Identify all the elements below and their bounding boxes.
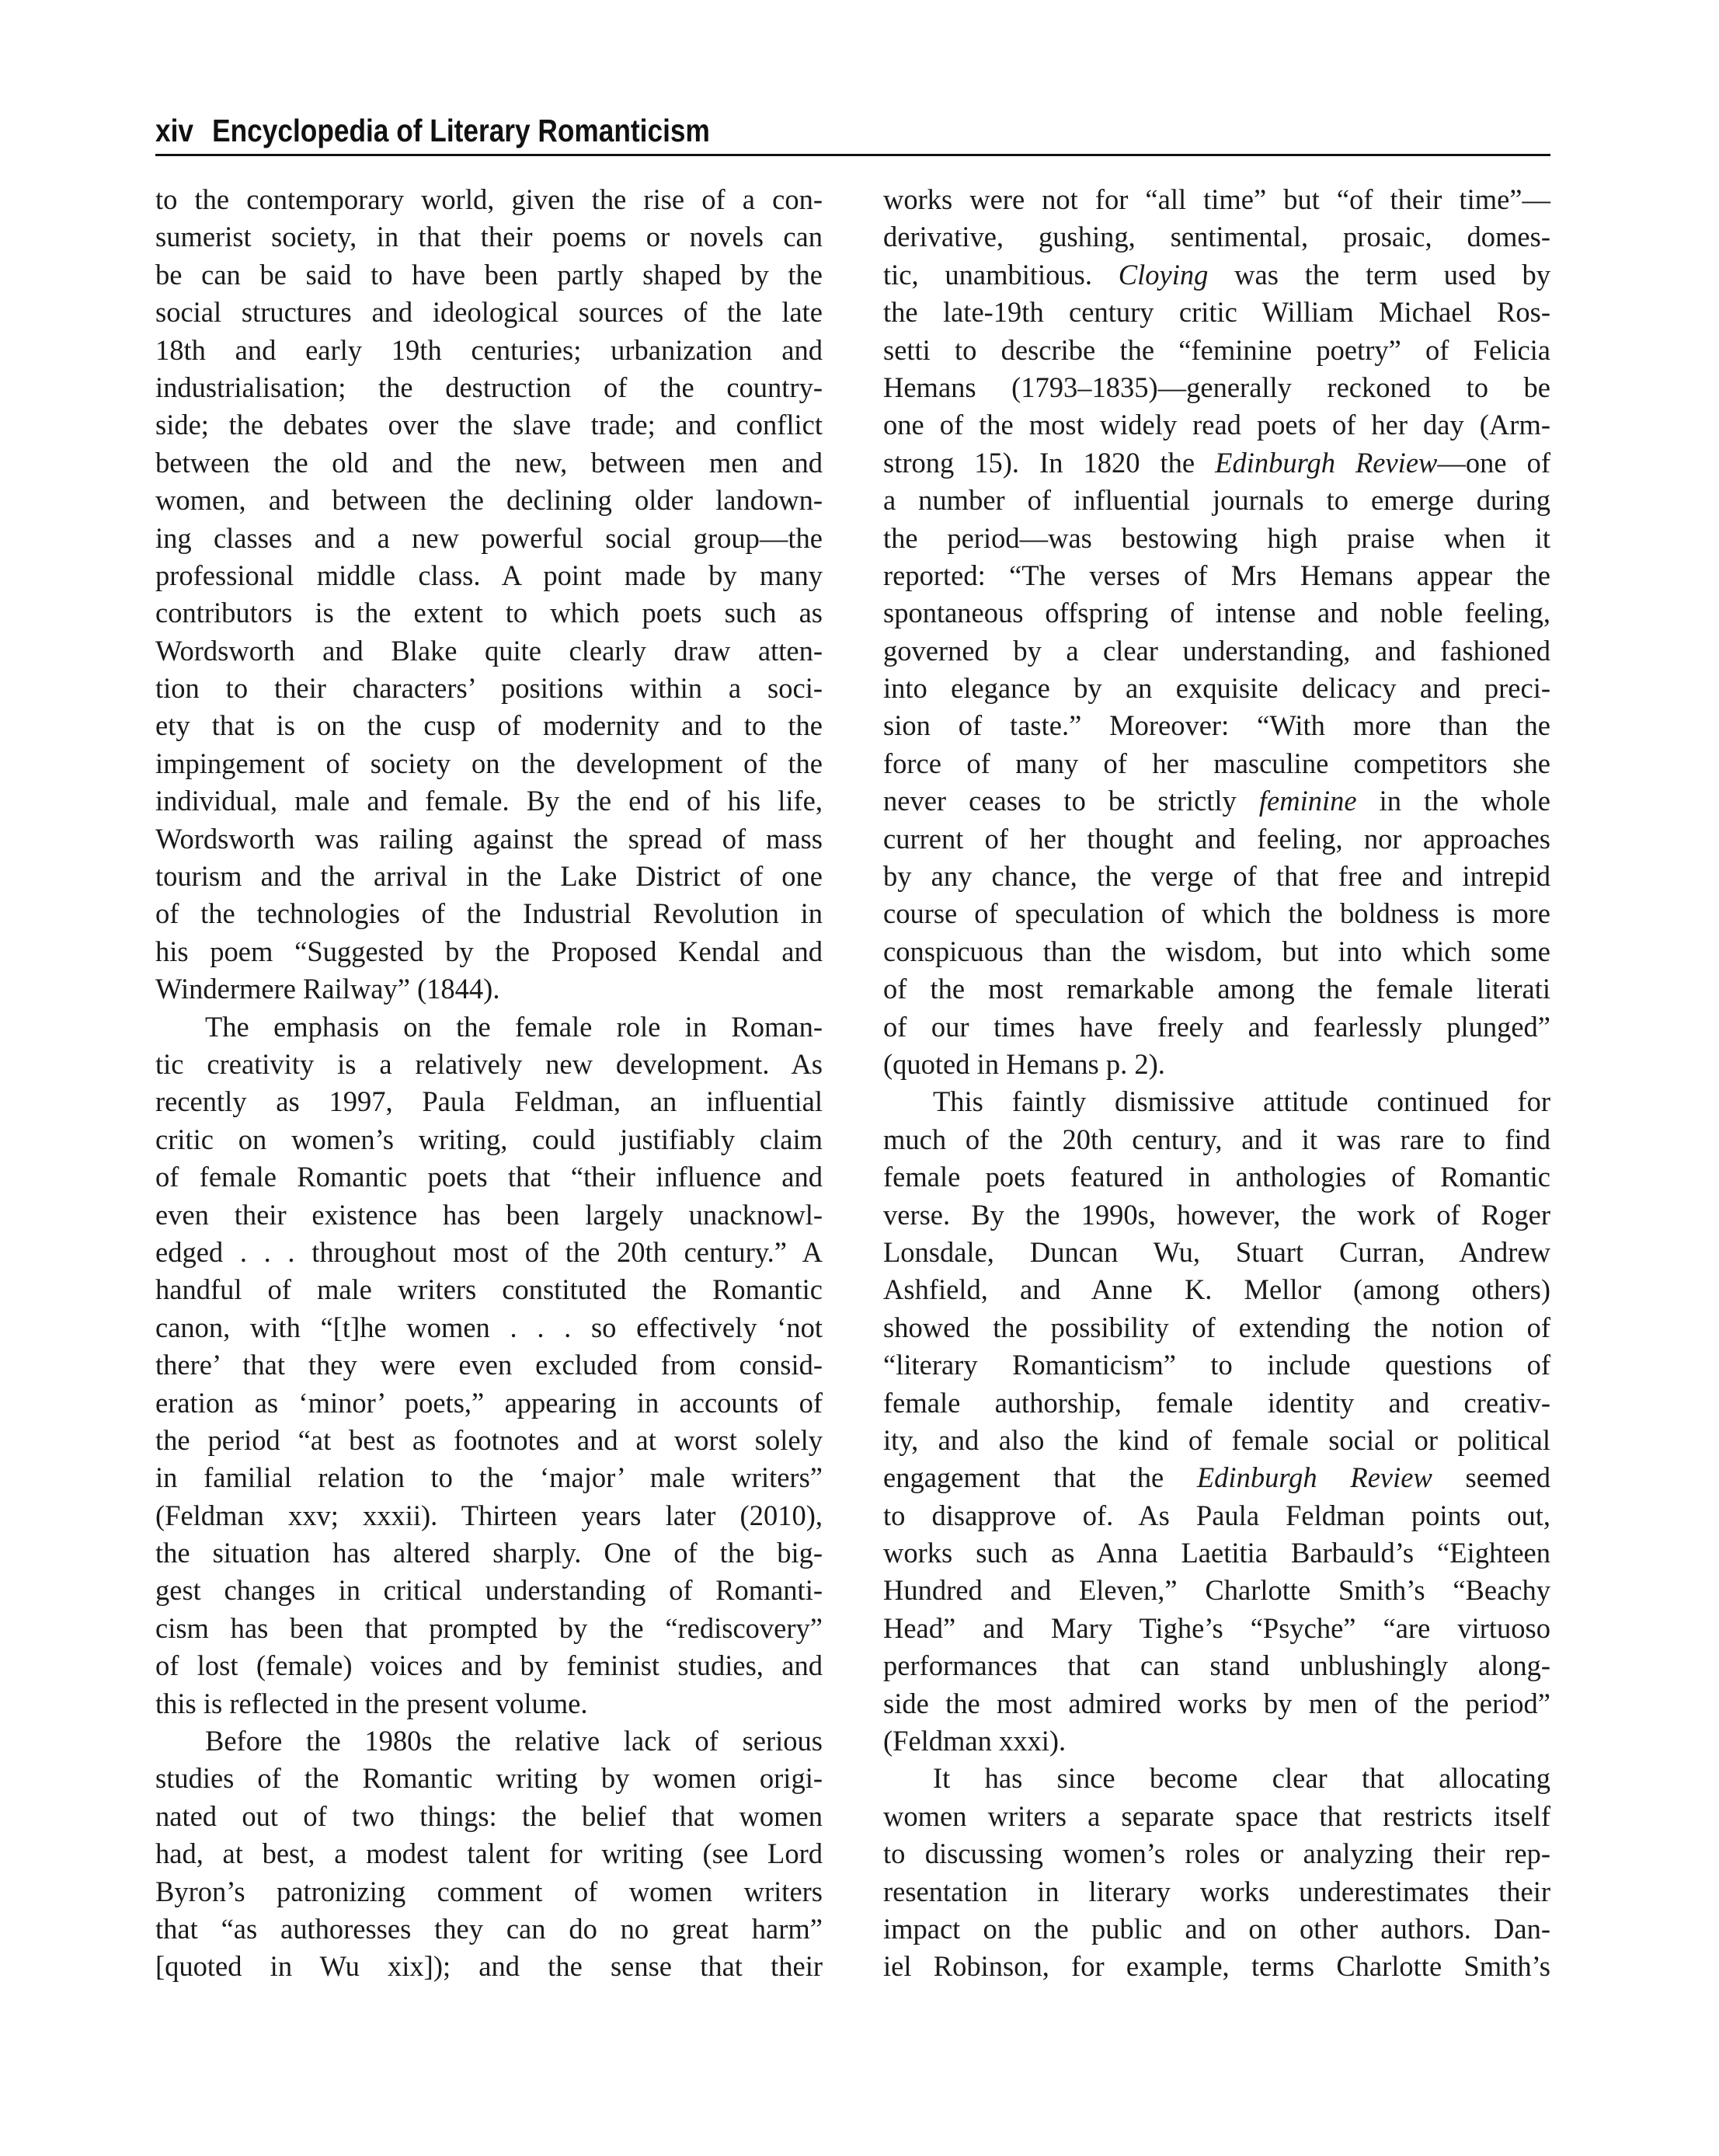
text-line: impingement of society on the development of the: [155, 747, 823, 779]
text-line: Hundred and Eleven,” Charlotte Smith’s “Beachy: [883, 1574, 1550, 1607]
text-line: setti to describe the “feminine poetry” of Felicia: [883, 333, 1550, 366]
italic-text: Edinburgh Review: [1215, 446, 1438, 479]
text-line: be can be said to have been partly shaped by the: [155, 258, 823, 291]
text-line: recently as 1997, Paula Feldman, an influential: [155, 1085, 823, 1118]
text-line: strong 15). In 1820 the Edinburgh Review—one of: [883, 446, 1551, 479]
text-line: female poets featured in anthologies of Romantic: [883, 1161, 1550, 1193]
text-line: Lonsdale, Duncan Wu, Stuart Curran, Andrew: [883, 1235, 1550, 1268]
text-line: the situation has altered sharply. One of the big-: [155, 1537, 823, 1569]
text-line: conspicuous than the wisdom, but into which some: [883, 935, 1550, 967]
text-line: of lost (female) voices and by feminist studies, and: [155, 1649, 823, 1682]
text-line: between the old and the new, between men and: [155, 446, 823, 479]
text-line: This faintly dismissive attitude continued for: [933, 1085, 1550, 1118]
text-line: engagement that the Edinburgh Review seemed: [883, 1461, 1550, 1494]
text-line: derivative, gushing, sentimental, prosaic, domes-: [883, 221, 1550, 253]
text-line: critic on women’s writing, could justifiably claim: [155, 1123, 823, 1155]
text-line: eration as ‘minor’ poets,” appearing in accounts of: [155, 1386, 823, 1419]
text-line: Head” and Mary Tighe’s “Psyche” “are virtuoso: [883, 1611, 1550, 1644]
text-line: impact on the public and on other authors. Dan-: [883, 1912, 1550, 1945]
text-line: individual, male and female. By the end of his life,: [155, 785, 823, 817]
text-line: The emphasis on the female role in Roman-: [205, 1010, 823, 1043]
text-line: industrialisation; the destruction of the country-: [155, 371, 823, 403]
text-line: tic creativity is a relatively new development. As: [155, 1047, 823, 1080]
text-line: ety that is on the cusp of modernity and to the: [155, 709, 823, 742]
left-column: [155, 181, 823, 1986]
text-line: Wordsworth was railing against the spread of mass: [155, 822, 823, 855]
text-line: Byron’s patronizing comment of women writers: [155, 1875, 823, 1907]
text-line: the period “at best as footnotes and at worst solely: [155, 1423, 823, 1456]
text-line: Hemans (1793–1835)—generally reckoned to be: [883, 371, 1550, 403]
text-line: Before the 1980s the relative lack of serious: [205, 1725, 823, 1757]
text-line: ity, and also the kind of female social or political: [883, 1423, 1550, 1456]
text-line: even their existence has been largely unacknowl-: [155, 1198, 823, 1231]
text-line: side; the debates over the slave trade; and conflict: [155, 409, 823, 441]
page-number: xiv: [155, 113, 194, 148]
text-line: course of speculation of which the boldness is more: [883, 897, 1550, 930]
italic-text: feminine: [1258, 785, 1357, 817]
text-line: (quoted in Hemans p. 2).: [883, 1047, 1165, 1080]
text-line: women writers a separate space that restricts itself: [883, 1799, 1550, 1832]
text-line: tion to their characters’ positions within a soci-: [155, 672, 823, 705]
text-line: one of the most widely read poets of her day (Arm-: [883, 409, 1550, 441]
text-line: showed the possibility of extending the notion of: [883, 1311, 1550, 1343]
text-line: female authorship, female identity and creativ-: [883, 1386, 1550, 1419]
text-line: performances that can stand unblushingly along-: [883, 1649, 1550, 1682]
text-line: (Feldman xxxi).: [883, 1725, 1067, 1757]
text-line: of the most remarkable among the female literati: [883, 973, 1550, 1005]
text-line: edged . . . throughout most of the 20th century.” A: [155, 1235, 823, 1268]
text-line: studies of the Romantic writing by women origi-: [155, 1762, 823, 1795]
text-line: resentation in literary works underestimates their: [883, 1875, 1550, 1907]
text-line: of the technologies of the Industrial Revolution in: [155, 897, 823, 930]
text-line: iel Robinson, for example, terms Charlotte Smith’s: [883, 1950, 1550, 1983]
text-line: “literary Romanticism” to include questions of: [883, 1349, 1550, 1381]
text-line: current of her thought and feeling, nor approaches: [883, 822, 1550, 855]
text-line: side the most admired works by men of the period”: [883, 1687, 1550, 1719]
text-line: verse. By the 1990s, however, the work of Roger: [883, 1198, 1550, 1231]
text-line: [quoted in Wu xix]); and the sense that their: [155, 1950, 823, 1983]
text-line: sion of taste.” Moreover: “With more than the: [883, 709, 1550, 742]
text-line: his poem “Suggested by the Proposed Kendal and: [155, 935, 823, 967]
book-title: Encyclopedia of Literary Romanticism: [212, 113, 710, 148]
text-line: had, at best, a modest talent for writing (see Lord: [155, 1837, 823, 1870]
text-line: contributors is the extent to which poets such as: [155, 597, 823, 629]
text-line: of our times have freely and fearlessly plunged”: [883, 1010, 1550, 1043]
text-line: much of the 20th century, and it was rare to find: [883, 1123, 1550, 1155]
text-line: to discussing women’s roles or analyzing their rep-: [883, 1837, 1550, 1870]
text-line: into elegance by an exquisite delicacy and preci-: [883, 672, 1550, 705]
running-header: [155, 109, 1550, 156]
text-line: governed by a clear understanding, and fashioned: [883, 634, 1550, 667]
text-line: (Feldman xxv; xxxii). Thirteen years later (2010),: [155, 1499, 823, 1531]
text-line: Wordsworth and Blake quite clearly draw atten-: [155, 634, 823, 667]
text-line: to disapprove of. As Paula Feldman points out,: [883, 1499, 1550, 1531]
text-line: this is reflected in the present volume.: [155, 1687, 588, 1719]
text-line: tourism and the arrival in the Lake District of one: [155, 860, 823, 893]
text-line: It has since become clear that allocating: [933, 1762, 1550, 1795]
text-line: handful of male writers constituted the Romantic: [155, 1273, 823, 1306]
text-line: works were not for “all time” but “of their time”—: [883, 183, 1550, 215]
text-line: of female Romantic poets that “their influence and: [155, 1161, 823, 1193]
text-line: sumerist society, in that their poems or novels can: [155, 221, 823, 253]
text-line: Windermere Railway” (1844).: [155, 973, 500, 1005]
text-line: that “as authoresses they can do no great harm”: [155, 1912, 823, 1945]
text-line: to the contemporary world, given the rise of a con-: [155, 183, 823, 215]
text-line: never ceases to be strictly feminine in the whole: [883, 785, 1551, 817]
text-line: by any chance, the verge of that free and intrepid: [883, 860, 1550, 893]
text-line: 18th and early 19th centuries; urbanization and: [155, 333, 823, 366]
text-line: cism has been that prompted by the “rediscovery”: [155, 1611, 823, 1644]
text-line: reported: “The verses of Mrs Hemans appear the: [883, 559, 1550, 591]
text-line: force of many of her masculine competitors she: [883, 747, 1550, 779]
text-line: spontaneous offspring of intense and noble feeling,: [883, 597, 1550, 629]
text-line: the late-19th century critic William Michael Ros-: [883, 296, 1550, 329]
text-line: works such as Anna Laetitia Barbauld’s “Eighteen: [883, 1537, 1550, 1569]
italic-text: Edinburgh Review: [1196, 1461, 1432, 1494]
text-line: canon, with “[t]he women . . . so effectively ‘not: [155, 1311, 823, 1343]
text-line: gest changes in critical understanding of Romanti-: [155, 1574, 823, 1607]
text-line: ing classes and a new powerful social group—the: [155, 521, 823, 554]
text-line: tic, unambitious. Cloying was the term used by: [883, 258, 1550, 291]
running-header-text: [155, 113, 710, 149]
italic-text: Cloying: [1118, 258, 1209, 291]
text-line: professional middle class. A point made by many: [155, 559, 823, 591]
text-line: the period—was bestowing high praise when it: [883, 521, 1550, 554]
text-line: women, and between the declining older landown-: [155, 484, 823, 517]
right-column: [883, 181, 1550, 1986]
text-line: in familial relation to the ‘major’ male writers”: [155, 1461, 823, 1494]
text-line: social structures and ideological sources of the late: [155, 296, 823, 329]
text-line: Ashfield, and Anne K. Mellor (among others): [883, 1273, 1550, 1306]
text-line: nated out of two things: the belief that women: [155, 1799, 823, 1832]
text-line: a number of influential journals to emerge during: [883, 484, 1550, 517]
text-line: there’ that they were even excluded from consid-: [155, 1349, 823, 1381]
